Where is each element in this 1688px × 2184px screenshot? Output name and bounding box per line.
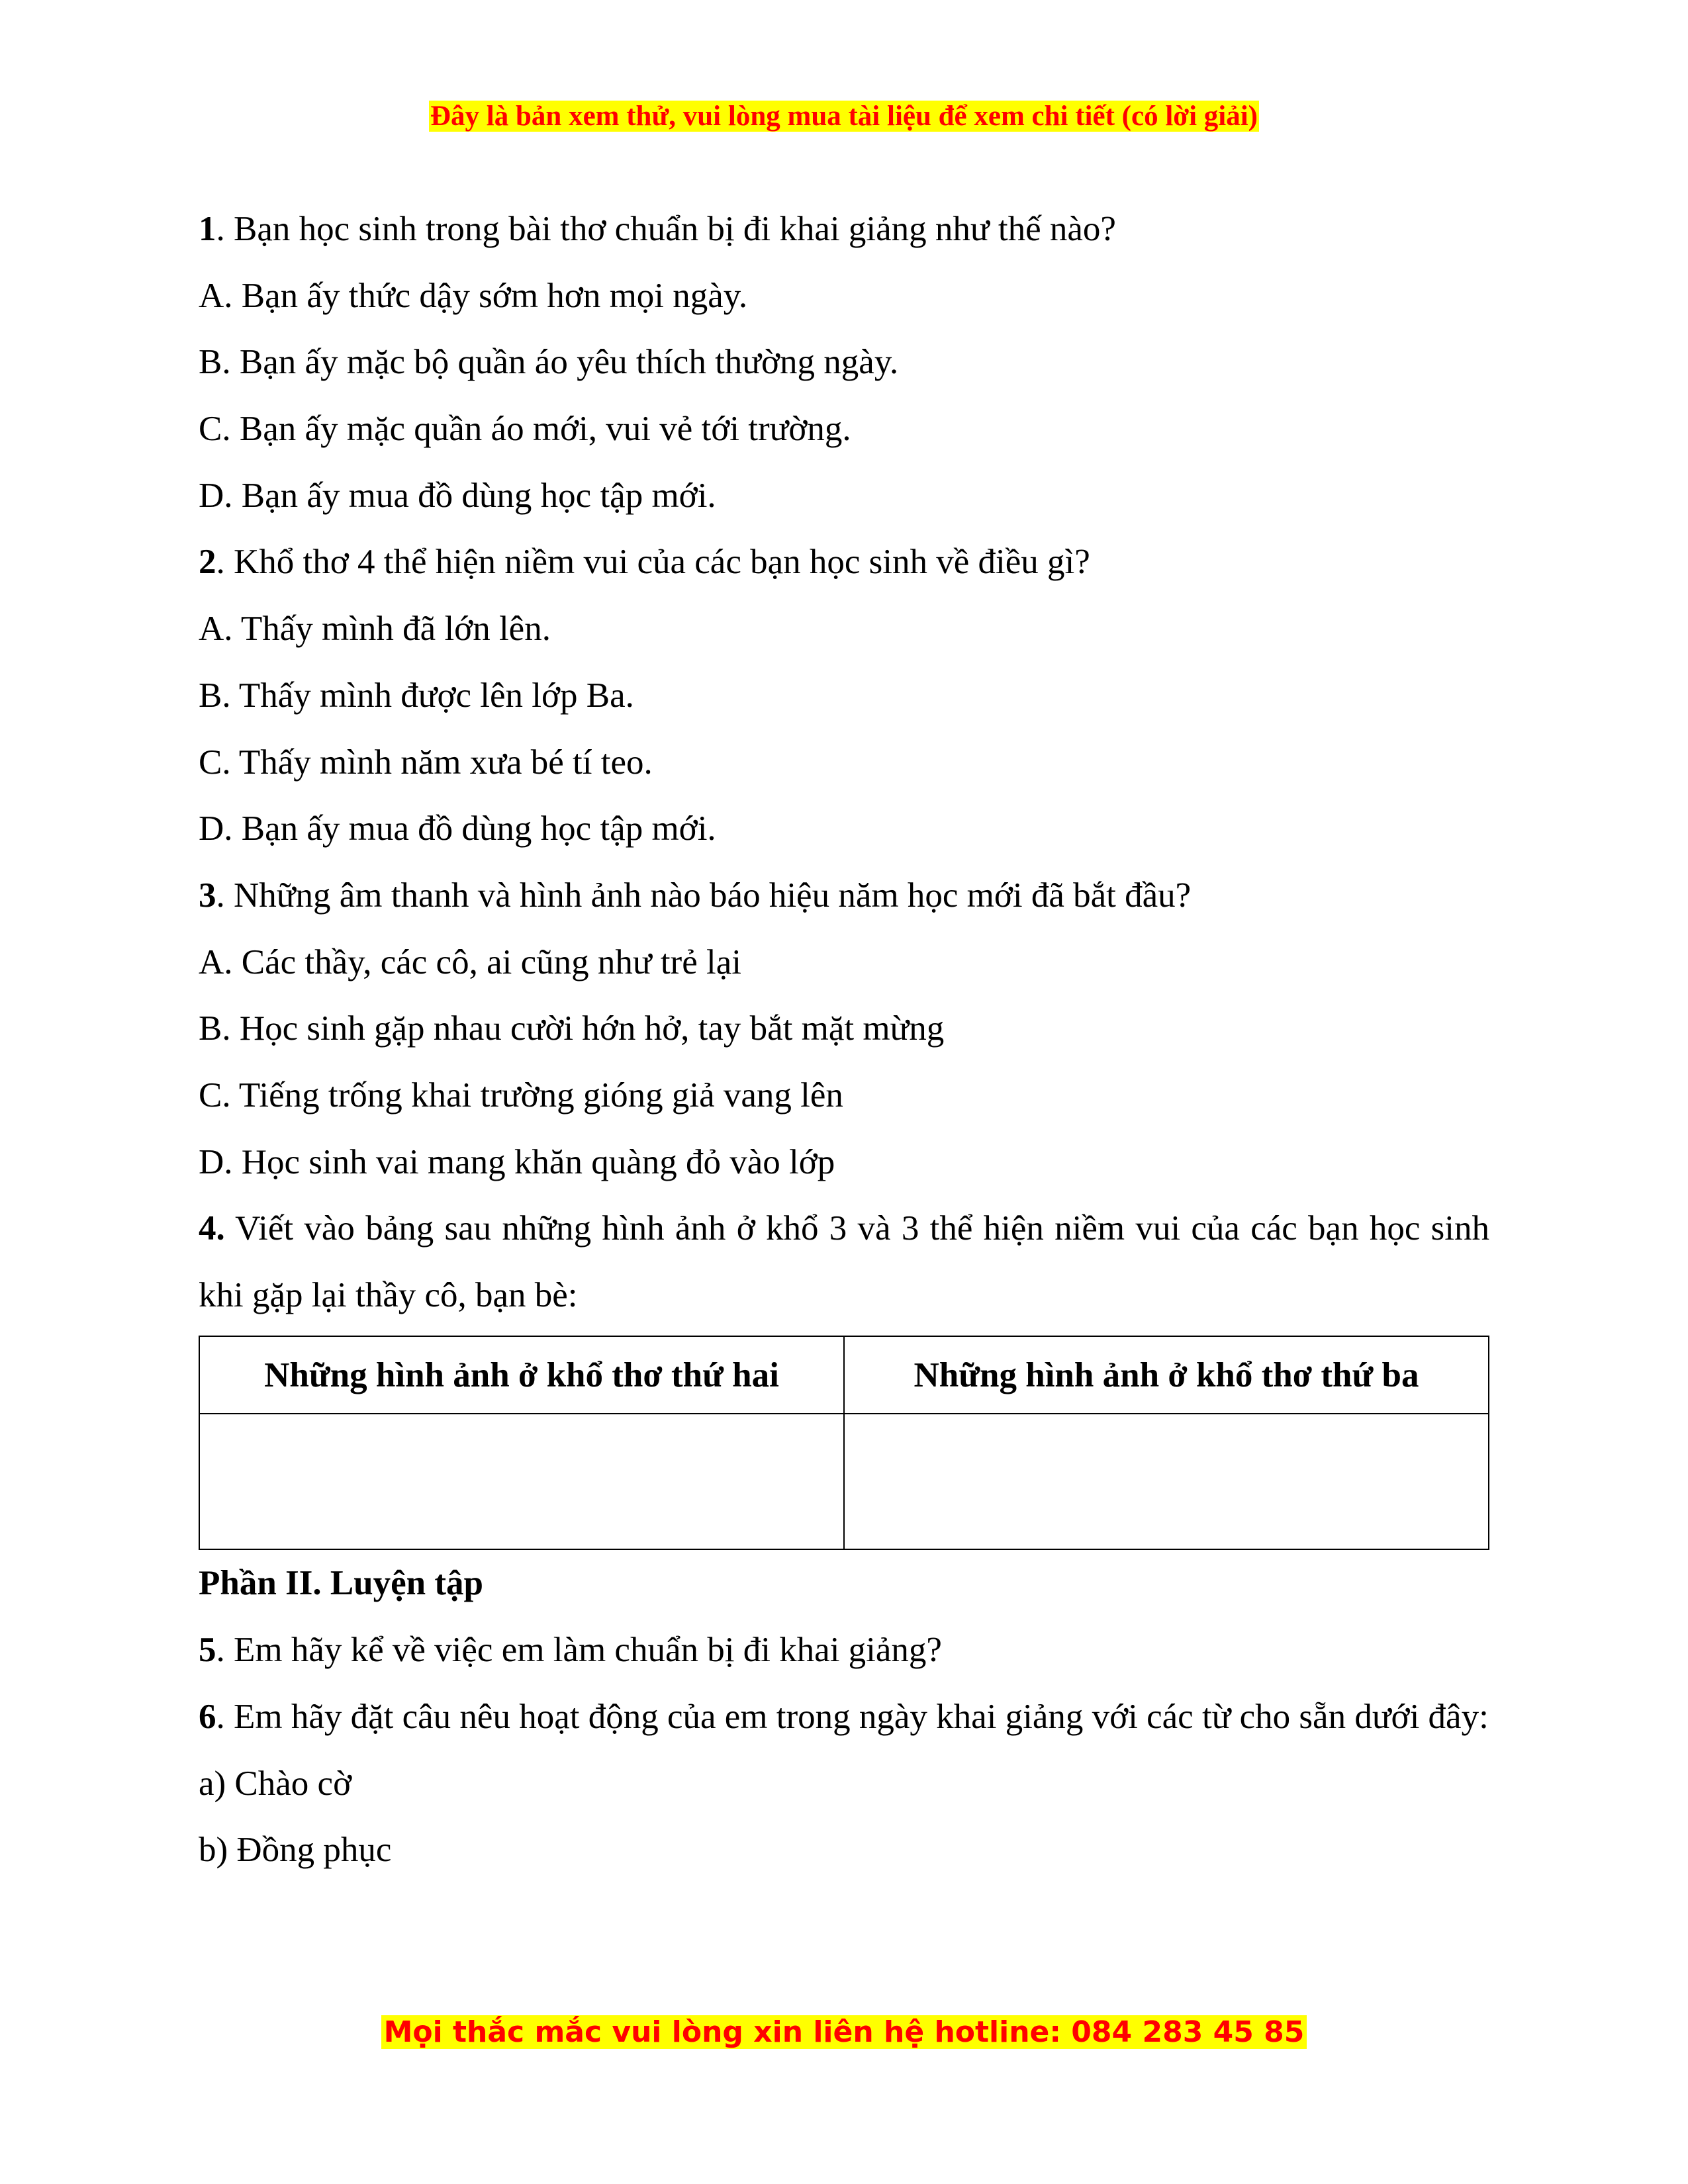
question-1-option-a: A. Bạn ấy thức dậy sớm hơn mọi ngày. xyxy=(199,276,748,315)
question-4 xyxy=(199,1195,1489,1329)
question-1-option-c: C. Bạn ấy mặc quần áo mới, vui vẻ tới trường. xyxy=(199,410,851,449)
question-6-text: . Em hãy đặt câu nêu hoạt động của em trong ngày khai giảng với các từ cho sẵn dưới đây: xyxy=(216,1697,1489,1736)
answer-table-header-row xyxy=(199,1336,1489,1414)
question-1-number: 1 xyxy=(199,210,216,248)
hotline-text: Mọi thắc mắc vui lòng xin liên hệ hotline: 084 283 45 85 xyxy=(381,2015,1307,2049)
question-2-option-a: A. Thấy mình đã lớn lên. xyxy=(199,610,551,649)
question-3-option-c: C. Tiếng trống khai trường gióng giả vang lên xyxy=(199,1075,843,1115)
question-5 xyxy=(199,1617,1489,1684)
question-3-option-d: D. Học sinh vai mang khăn quàng đỏ vào lớp xyxy=(199,1142,835,1181)
question-4-text: Viết vào bảng sau những hình ảnh ở khổ 3 và 3 thể hiện niềm vui của các bạn học sinh khi gặp lại thầy cô, bạn bè: xyxy=(199,1209,1489,1315)
answer-cell-2[interactable] xyxy=(199,1414,844,1549)
question-2-text: . Khổ thơ 4 thể hiện niềm vui của các bạn học sinh về điều gì? xyxy=(216,543,1090,582)
hotline-footer xyxy=(0,2013,1688,2052)
worksheet-body xyxy=(199,196,1489,1884)
question-6-item-b: b) Đồng phục xyxy=(199,1831,392,1870)
question-4-number: 4. xyxy=(199,1209,225,1248)
question-3-option-a: A. Các thầy, các cô, ai cũng như trẻ lại xyxy=(199,942,741,981)
preview-banner-text: Đây là bản xem thử, vui lòng mua tài liệu để xem chi tiết (có lời giải) xyxy=(430,101,1258,132)
answer-table-header-3: Những hình ảnh ở khổ thơ thứ ba xyxy=(844,1336,1489,1414)
question-3-number: 3 xyxy=(199,876,216,915)
question-1-option-d: D. Bạn ấy mua đồ dùng học tập mới. xyxy=(199,476,716,515)
question-1 xyxy=(199,196,1489,263)
question-3 xyxy=(199,862,1489,929)
question-6 xyxy=(199,1684,1489,1751)
question-2-option-c: C. Thấy mình năm xưa bé tí teo. xyxy=(199,743,653,782)
answer-table xyxy=(199,1336,1489,1550)
question-5-text: . Em hãy kể về việc em làm chuẩn bị đi khai giảng? xyxy=(216,1631,942,1669)
question-3-option-b: B. Học sinh gặp nhau cười hớn hở, tay bắt mặt mừng xyxy=(199,1009,945,1048)
question-5-number: 5 xyxy=(199,1631,216,1669)
question-2-number: 2 xyxy=(199,543,216,582)
question-6-number: 6 xyxy=(199,1697,216,1736)
question-2-option-b: B. Thấy mình được lên lớp Ba. xyxy=(199,676,634,715)
question-2 xyxy=(199,529,1489,596)
question-1-option-b: B. Bạn ấy mặc bộ quần áo yêu thích thường ngày. xyxy=(199,343,899,382)
section-heading: Phần II. Luyện tập xyxy=(199,1564,484,1603)
answer-cell-3[interactable] xyxy=(844,1414,1489,1549)
answer-table-header-2: Những hình ảnh ở khổ thơ thứ hai xyxy=(199,1336,844,1414)
question-3-text: . Những âm thanh và hình ảnh nào báo hiệu năm học mới đã bắt đầu? xyxy=(216,876,1192,915)
question-1-text: . Bạn học sinh trong bài thơ chuẩn bị đi khai giảng như thế nào? xyxy=(216,210,1116,248)
preview-banner xyxy=(0,98,1688,135)
question-6-item-a: a) Chào cờ xyxy=(199,1764,352,1803)
question-2-option-d: D. Bạn ấy mua đồ dùng học tập mới. xyxy=(199,809,716,848)
answer-table-row xyxy=(199,1414,1489,1549)
